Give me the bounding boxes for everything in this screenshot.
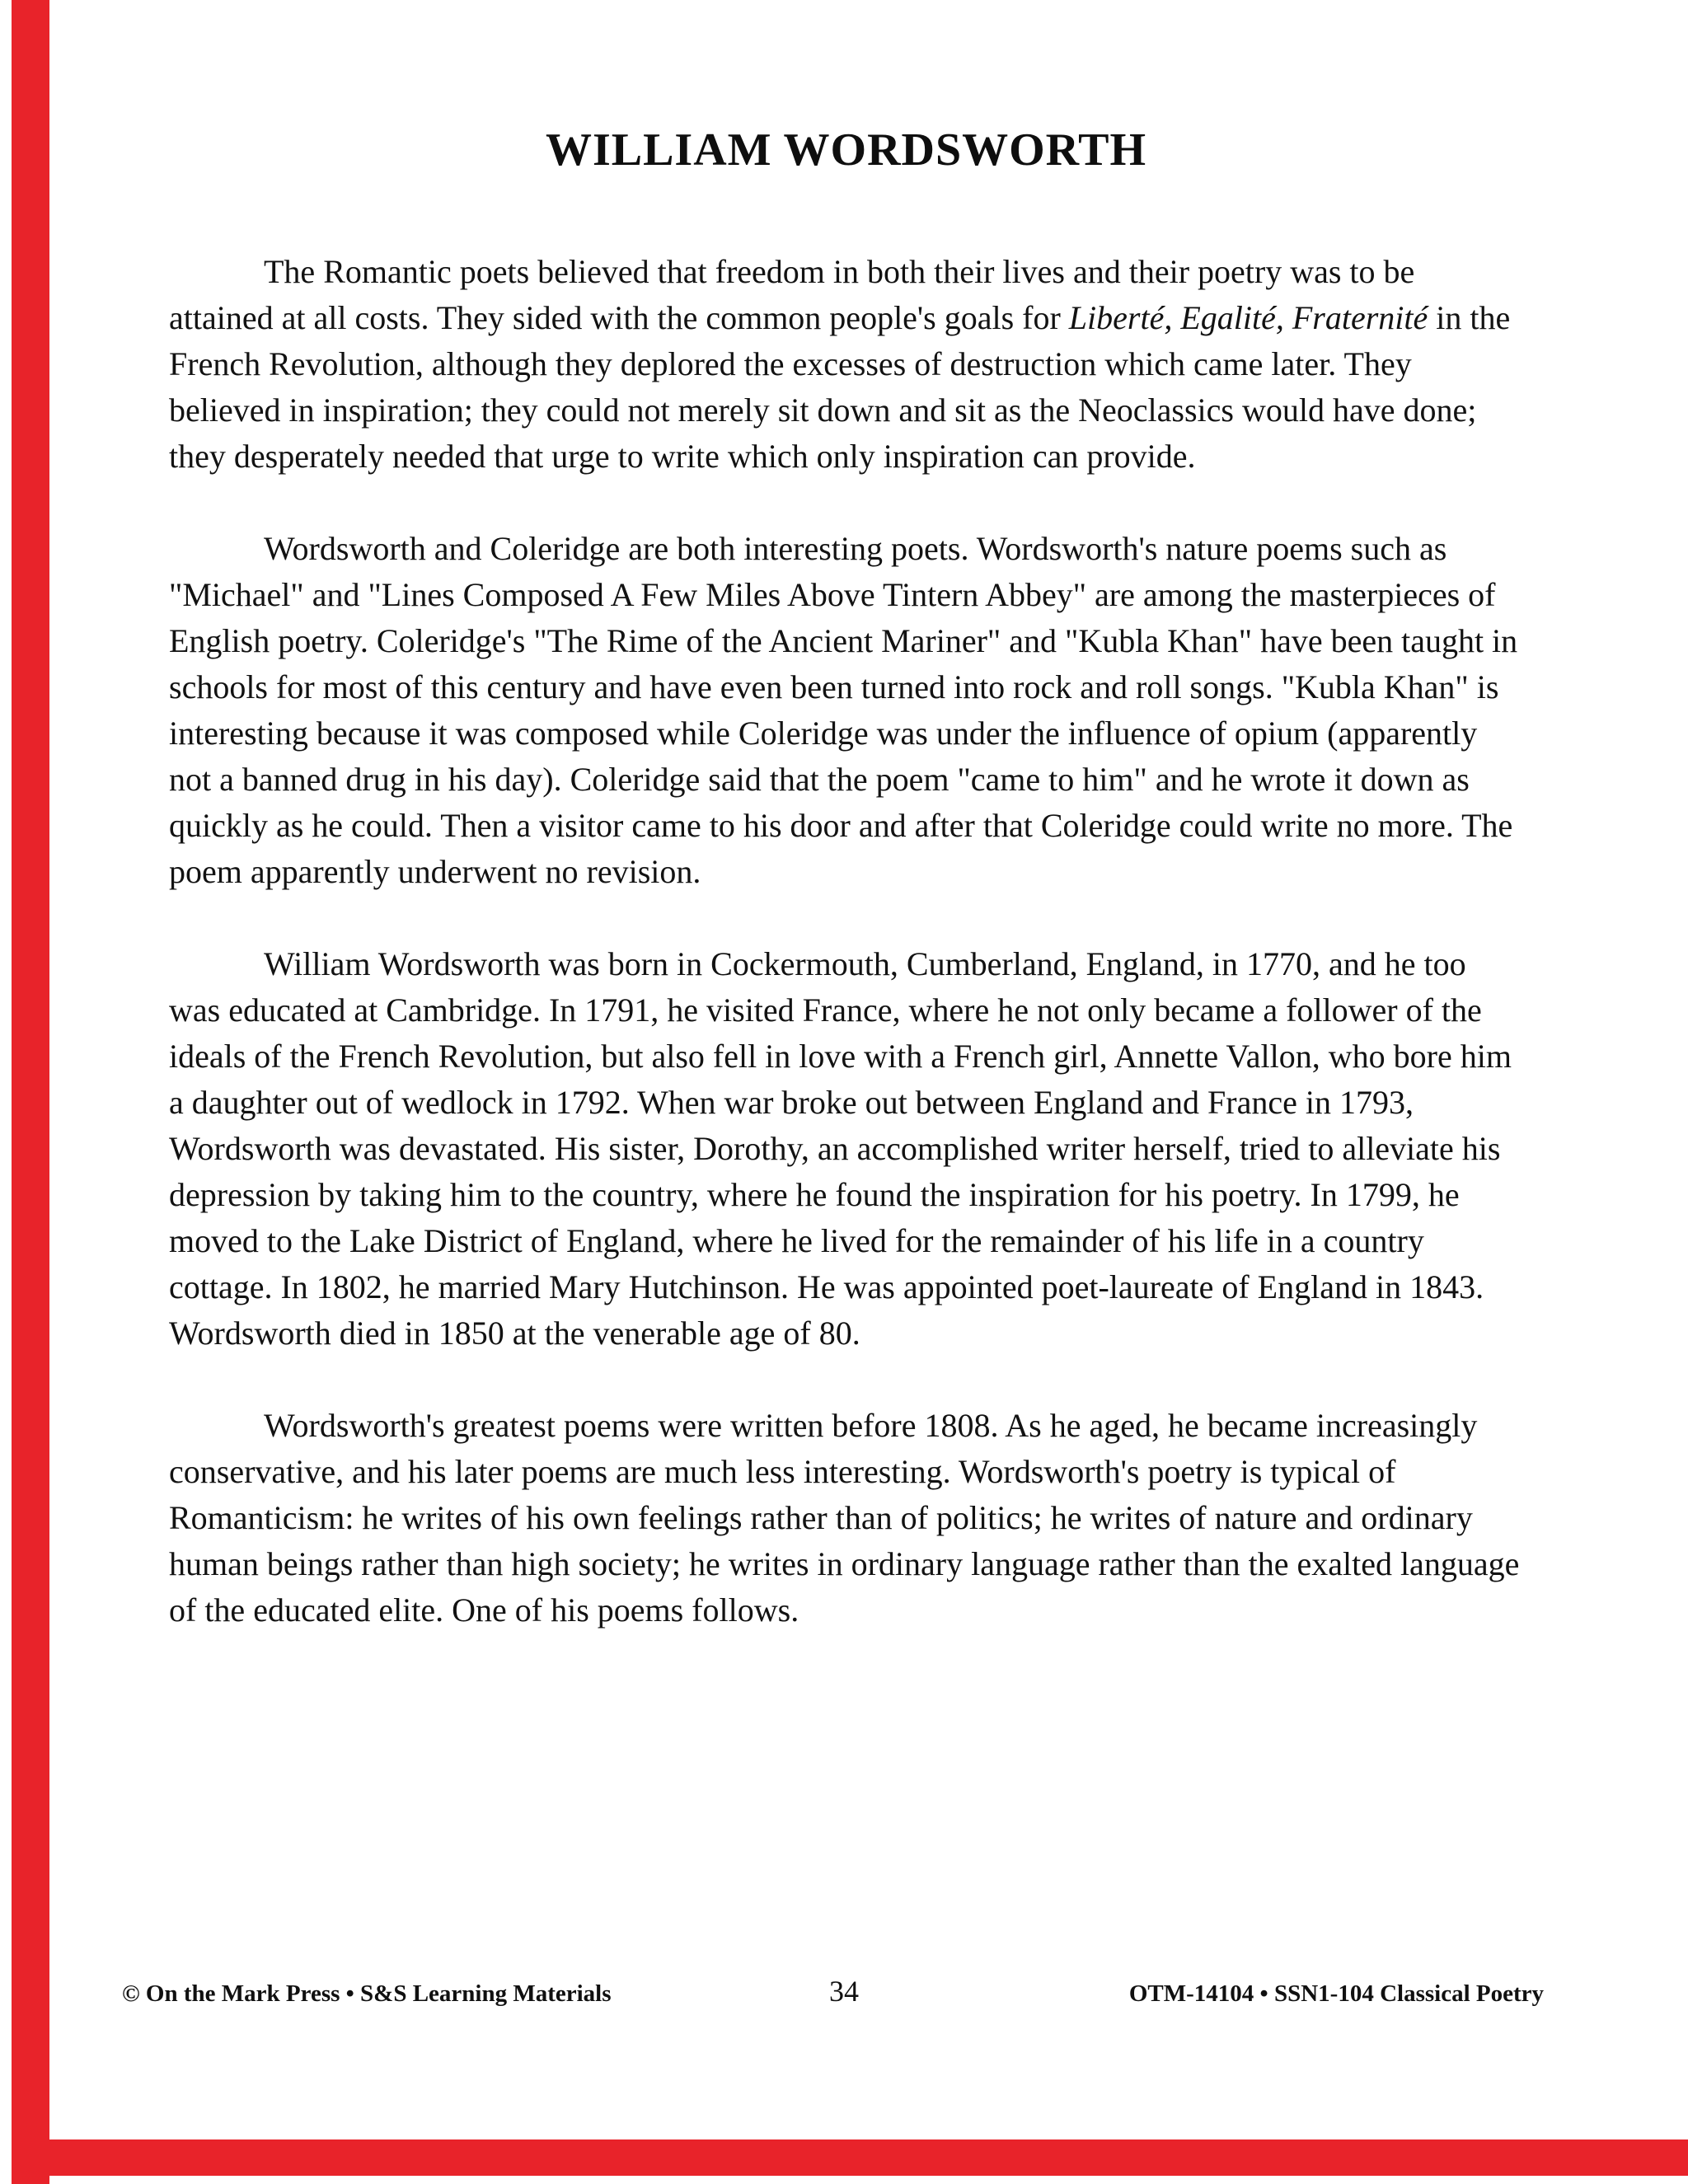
paragraph-text: The Romantic poets believed that freedom in both their lives and their poetry was to be attained at all costs. They sided with the common people's goals for <box>169 253 1415 336</box>
paragraph-biography: William Wordsworth was born in Cockermouth, Cumberland, England, in 1770, and he too was educated at Cambridge. In 1791, he visited France, where he not only became a follower of the ideals of the French Revolution, but also fell in love with a French girl, Annette Vallon, who bore him a daughter out of wedlock in 1792. When war broke out between England and France in 1793, Wordsworth was devastated. His sister, Dorothy, an accomplished writer herself, tried to alleviate his depression by taking him to the country, where he found the inspiration for his poetry. In 1799, he moved to the Lake District of England, where he lived for the remainder of his life in a country cottage. In 1802, he married Mary Hutchinson. He was appointed poet-laureate of England in 1843. Wordsworth died in 1850 at the venerable age of 80. <box>169 945 1512 1352</box>
paragraph-text: in the French Revolution, although they deplored the excesses of destruction which came later. They believed in inspiration; they could not merely sit down and sit as the Neoclassics would have done; they desperately needed that urge to write which only inspiration can provide. <box>169 299 1511 475</box>
paragraph-wordsworth-coleridge: Wordsworth and Coleridge are both interesting poets. Wordsworth's nature poems such as "Michael" and "Lines Composed A Few Miles Above Tintern Abbey" are among the masterpieces of English poetry. Coleridge's "The Rime of the Ancient Mariner" and "Kubla Khan" have been taught in schools for most of this century and have even been turned into rock and roll songs. "Kubla Khan" is interesting because it was composed while Coleridge was under the influence of opium (apparently not a banned drug in his day). Coleridge said that the poem "came to him" and he wrote it down as quickly as he could. Then a visitor came to his door and after that Coleridge could write no more. The poem apparently underwent no revision. <box>169 530 1518 890</box>
page-title: WILLIAM WORDSWORTH <box>545 124 1147 176</box>
left-border-stripe <box>12 0 49 2184</box>
paragraph-later-poems: Wordsworth's greatest poems were written before 1808. As he aged, he became increasingly conservative, and his later poems are much less interesting. Wordsworth's poetry is typical of Romanticism: he writes of his own feelings rather than of politics; he writes of nature and ordinary human beings rather than high society; he writes in ordinary language rather than the exalted language of the educated elite. One of his poems follows. <box>169 1407 1520 1629</box>
bottom-border-stripe <box>12 2139 1688 2176</box>
footer-page-number: 34 <box>829 1975 859 2008</box>
paragraph-intro <box>169 249 1523 480</box>
footer-catalog-code: OTM-14104 • SSN1-104 Classical Poetry <box>1128 1980 1544 2007</box>
paragraph-text-italic: Liberté, Egalité, Fraternité <box>1068 299 1428 336</box>
page-footer <box>0 1974 1688 2015</box>
footer-publisher: © On the Mark Press • S&S Learning Materials <box>122 1980 612 2007</box>
document-content <box>169 124 1523 1680</box>
